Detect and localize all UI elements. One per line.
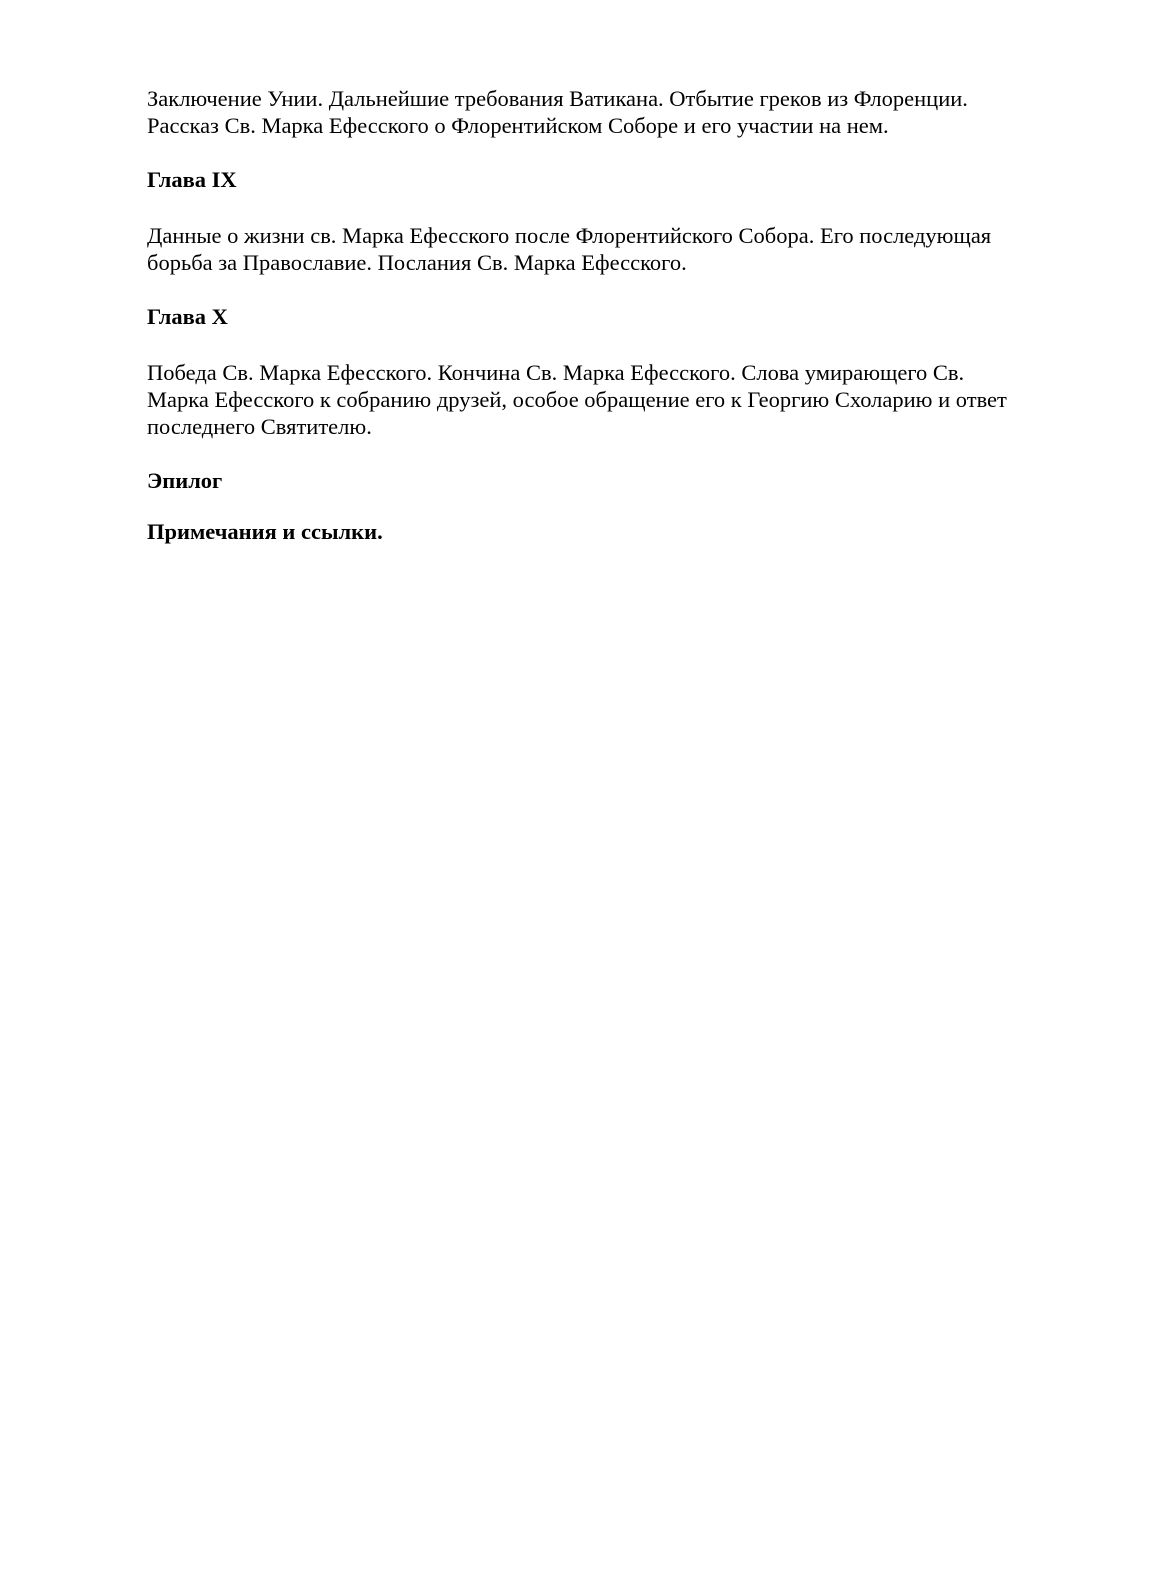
chapter-10-heading: Глава X: [147, 304, 228, 329]
notes-heading: Примечания и ссылки.: [147, 519, 383, 544]
paragraph-line: Марка Ефесского к собранию друзей, особое обращение его к Георгию Схоларию и ответ: [147, 387, 1007, 412]
paragraph-line: Заключение Унии. Дальнейшие требования Ватикана. Отбытие греков из Флоренции.: [147, 86, 968, 111]
document-body: [147, 85, 1052, 545]
chapter-9-heading: Глава IX: [147, 167, 237, 192]
epilogue-heading: Эпилог: [147, 468, 223, 493]
paragraph-line: Данные о жизни св. Марка Ефесского после Флорентийского Собора. Его последующая: [147, 223, 992, 248]
paragraph-line: Рассказ Св. Марка Ефесского о Флорентийском Соборе и его участии на нем.: [147, 113, 889, 138]
intro-paragraph: [147, 85, 1052, 139]
paragraph-line: Победа Св. Марка Ефесского. Кончина Св. Марка Ефесского. Слова умирающего Св.: [147, 360, 965, 385]
paragraph-line: последнего Святителю.: [147, 414, 372, 439]
paragraph-line: борьба за Православие. Послания Св. Марка Ефесского.: [147, 250, 687, 275]
chapter-9-paragraph: [147, 222, 1052, 276]
chapter-10-paragraph: [147, 359, 1052, 440]
